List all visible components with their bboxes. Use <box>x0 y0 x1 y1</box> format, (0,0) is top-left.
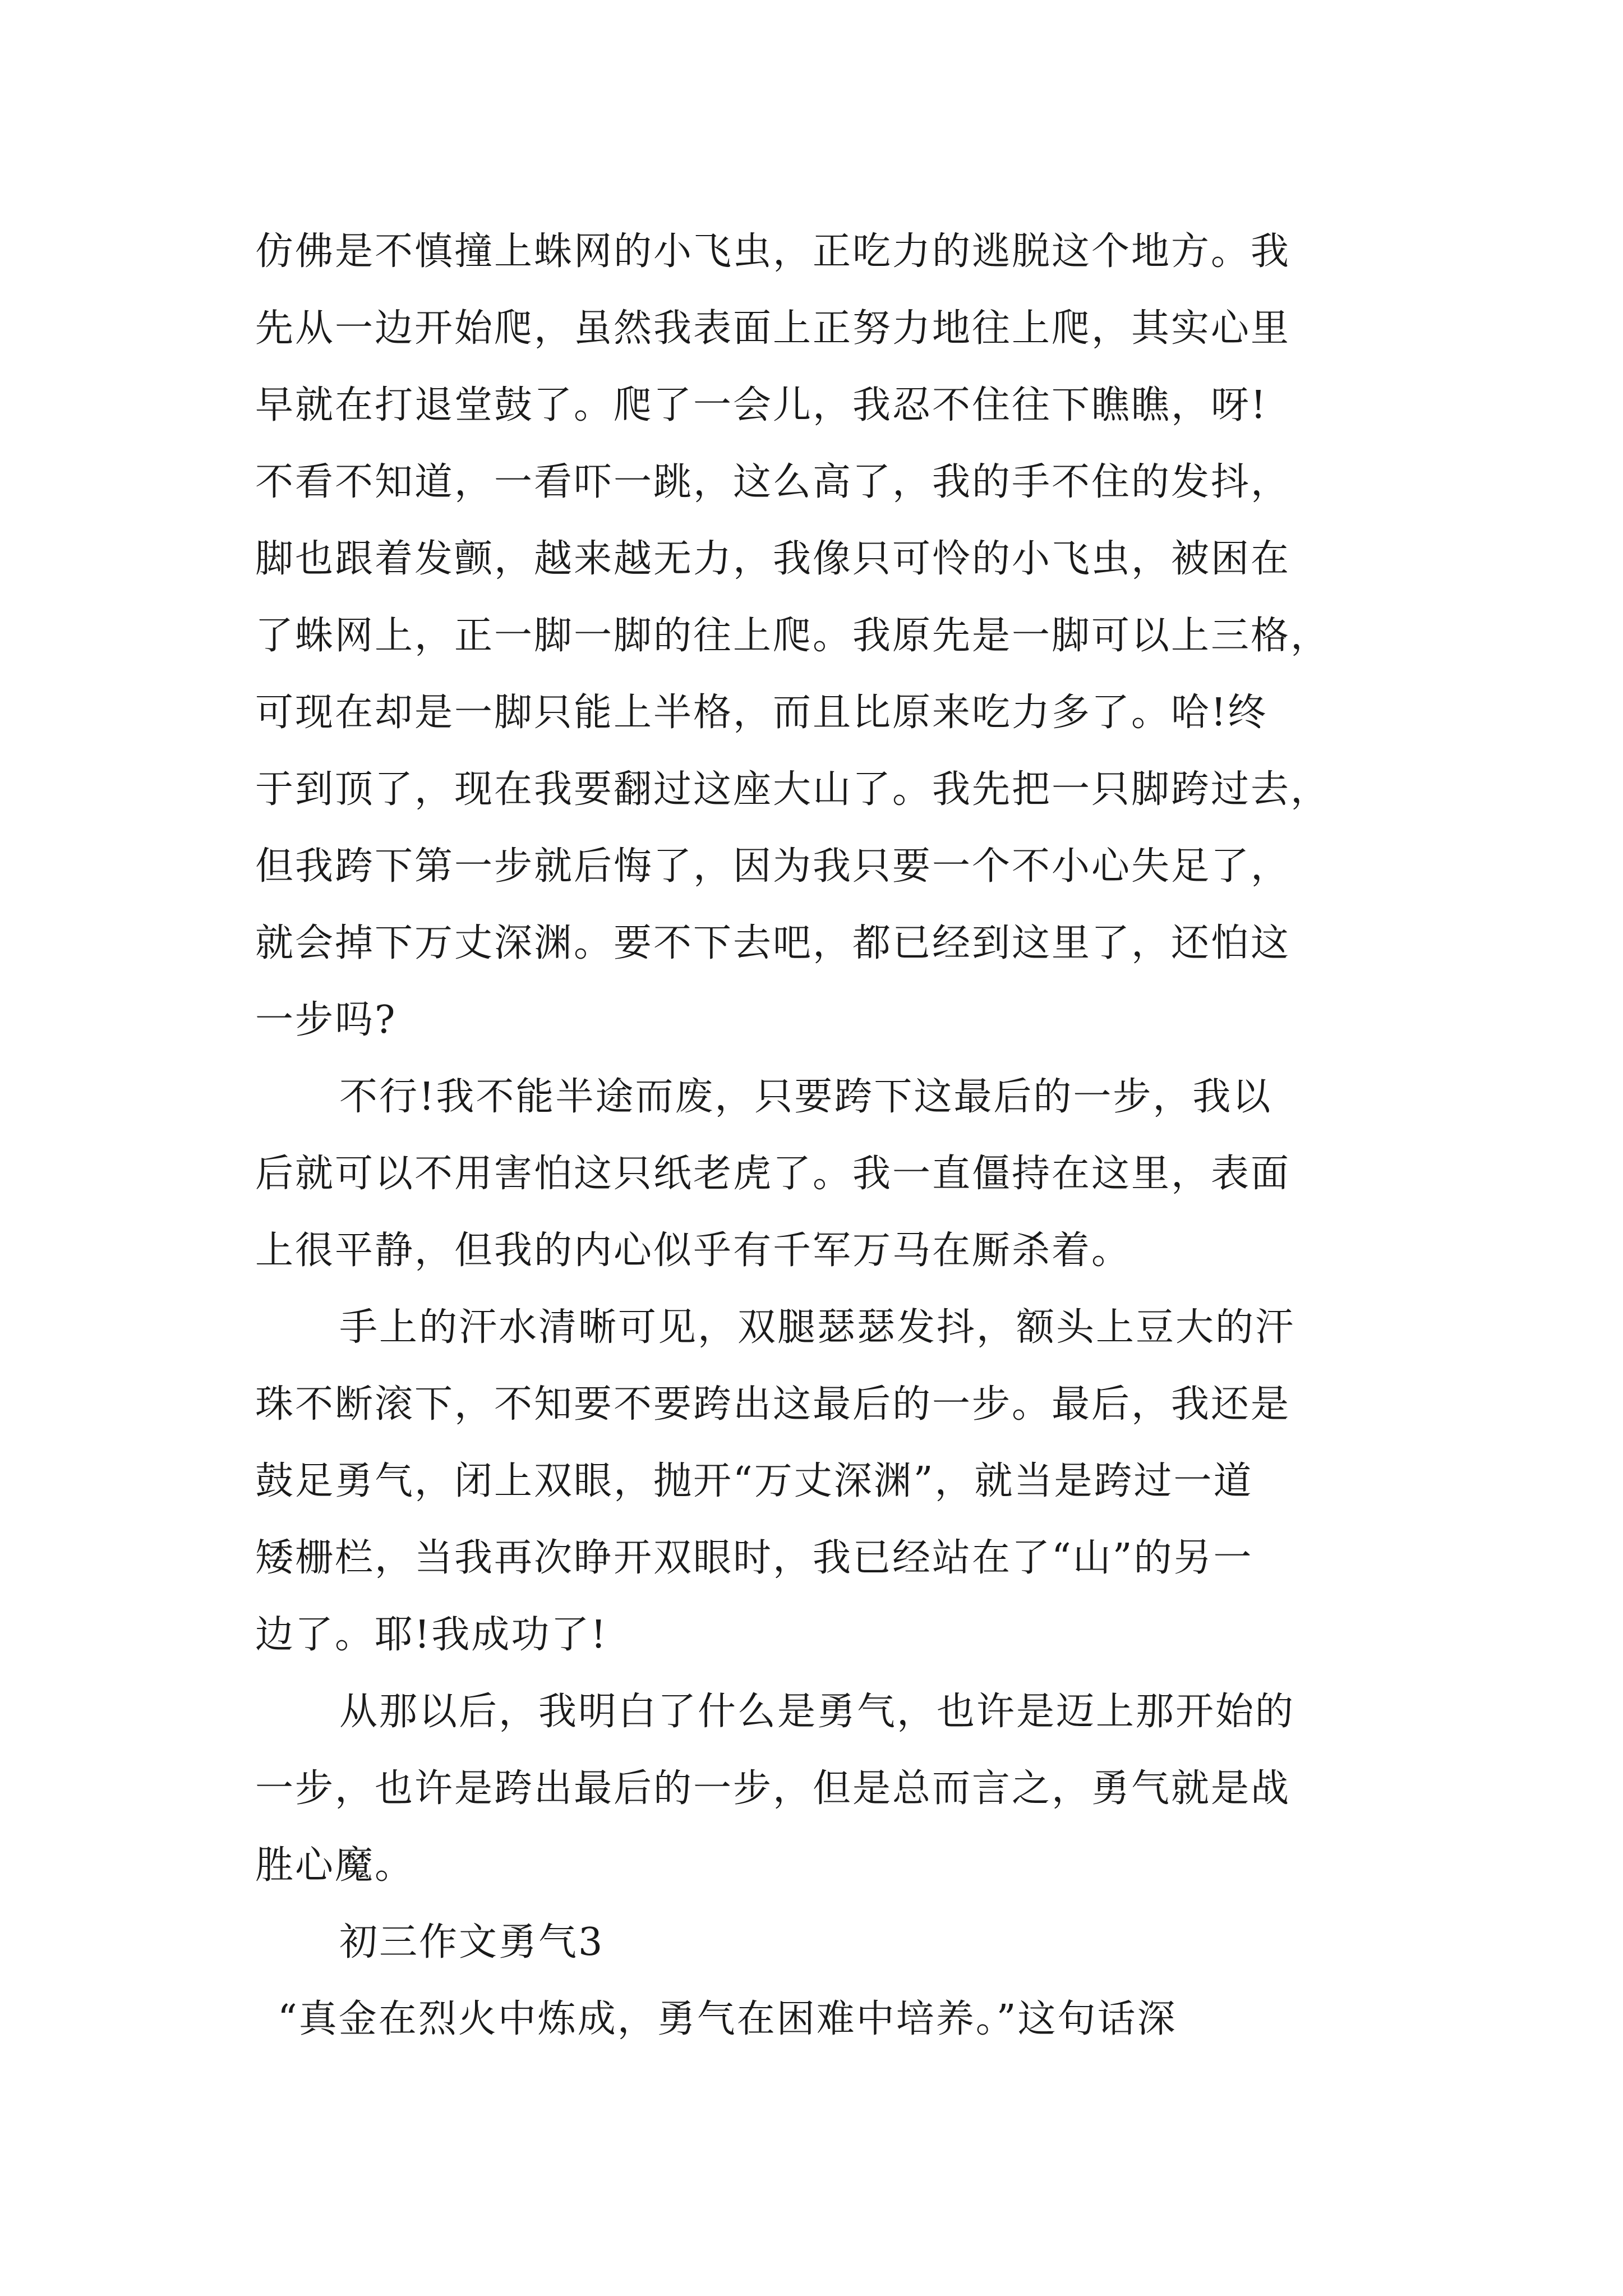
document-body <box>255 213 1394 2058</box>
text-line: 胜心魔。 <box>255 1843 415 1888</box>
text-line: 就会掉下万丈深渊。要不下去吧，都已经到这里了，还怕这 <box>255 921 1291 965</box>
text-line: 上很平静，但我的内心似乎有千军万马在厮杀着。 <box>255 1228 1132 1273</box>
text-line: 于到顶了，现在我要翻过这座大山了。我先把一只脚跨过去， <box>255 767 1331 812</box>
text-line: 了蛛网上，正一脚一脚的往上爬。我原先是一脚可以上三格， <box>255 614 1331 658</box>
text-line: 先从一边开始爬，虽然我表面上正努力地往上爬，其实心里 <box>255 306 1291 351</box>
text-line: 一步，也许是跨出最后的一步，但是总而言之，勇气就是战 <box>255 1766 1291 1811</box>
text-line: 矮栅栏，当我再次睁开双眼时，我已经站在了“山”的另一 <box>255 1536 1253 1580</box>
text-line: 一步吗? <box>255 998 397 1042</box>
text-line: 但我跨下第一步就后悔了，因为我只要一个不小心失足了， <box>255 844 1291 889</box>
text-line: 可现在却是一脚只能上半格，而且比原来吃力多了。哈!终 <box>255 691 1268 735</box>
text-line: 边了。耶!我成功了! <box>255 1613 608 1657</box>
paragraph-start-line: “真金在烈火中炼成，勇气在困难中培养。”这句话深 <box>278 1997 1177 2041</box>
text-line: 脚也跟着发颤，越来越无力，我像只可怜的小飞虫，被困在 <box>255 537 1291 581</box>
paragraph-start-line: 不行!我不能半途而废，只要跨下这最后的一步，我以 <box>339 1075 1272 1119</box>
paragraph-start-line: 从那以后，我明白了什么是勇气，也许是迈上那开始的 <box>339 1690 1295 1734</box>
text-line: 早就在打退堂鼓了。爬了一会儿，我忍不住往下瞧瞧，呀! <box>255 383 1268 427</box>
text-line: 仿佛是不慎撞上蛛网的小飞虫，正吃力的逃脱这个地方。我 <box>255 229 1291 274</box>
text-line: 鼓足勇气，闭上双眼，抛开“万丈深渊”，就当是跨过一道 <box>255 1459 1253 1503</box>
paragraph-start-line: 手上的汗水清晰可见，双腿瑟瑟发抖，额头上豆大的汗 <box>339 1305 1295 1350</box>
text-line: 珠不断滚下，不知要不要跨出这最后的一步。最后，我还是 <box>255 1382 1291 1427</box>
text-line: 不看不知道，一看吓一跳，这么高了，我的手不住的发抖， <box>255 460 1291 504</box>
text-line: 后就可以不用害怕这只纸老虎了。我一直僵持在这里，表面 <box>255 1152 1291 1196</box>
section-heading: 初三作文勇气3 <box>339 1920 605 1964</box>
